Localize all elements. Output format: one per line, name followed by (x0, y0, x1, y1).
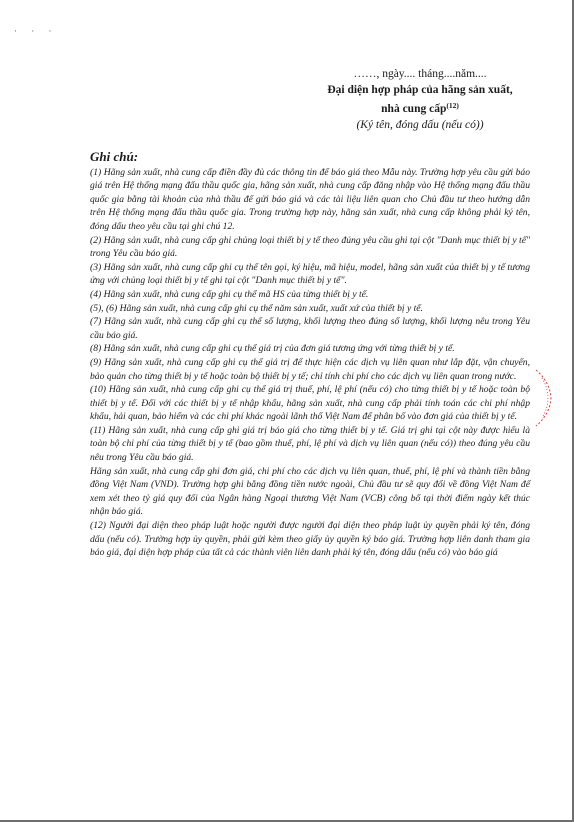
note-item: Hãng sản xuất, nhà cung cấp ghi đơn giá, chi phí cho các dịch vụ liên quan, thuế, phí, lệ phí và thành tiền bằng đồng Việt Nam (VND). Trường hợp ghi bằng đồng tiền nước ngoài, Chủ đầu tư sẽ quy đổi về đồng Việt Nam để xem xét theo tỷ giá quy đổi của Ngân hàng Ngoại thương Việt Nam (VCB) công bố tại thời điểm ngày kết thúc nhận báo giá. (90, 465, 530, 518)
note-item: (3) Hãng sản xuất, nhà cung cấp ghi cụ thể tên gọi, ký hiệu, mã hiệu, model, hãng sản xuất của thiết bị y tế tương ứng với chủng loại thiết bị y tế ghi tại cột "Danh mục thiết bị y tế". (90, 261, 530, 287)
note-item: (11) Hãng sản xuất, nhà cung cấp ghi giá trị báo giá cho từng thiết bị y tế. Giá trị ghi tại cột này được hiểu là toàn bộ chi phí của từng thiết bị y tế (bao gồm thuế, phí, lệ phí và dịch vụ liên quan (nếu có)) theo đúng yêu cầu nêu trong Yêu cầu báo giá. (90, 424, 530, 464)
note-item: (8) Hãng sản xuất, nhà cung cấp ghi cụ thể giá trị của đơn giá tương ứng với từng thiết bị y tế. (90, 343, 455, 355)
notes-section (90, 150, 530, 560)
note-item: (5), (6) Hãng sản xuất, nhà cung cấp ghi cụ thể năm sản xuất, xuất xứ của thiết bị y tế. (90, 302, 423, 314)
sign-note: (Ký tên, đóng dấu (nếu có)) (356, 119, 484, 131)
note-item: (1) Hãng sản xuất, nhà cung cấp điền đầy đủ các thông tin để báo giá theo Mẫu này. Trường hợp yêu cầu gửi báo giá trên Hệ thống mạng đấu thầu quốc gia, hãng sản xuất, nhà cung cấp đăng nhập vào Hệ thống mạng đấu thầu quốc gia bằng tài khoản của nhà thầu để gửi báo giá và các tài liệu liên quan cho Chủ đầu tư theo hướng dẫn trên Hệ thống mạng đấu thầu quốc gia. Trong trường hợp này, hãng sản xuất, nhà cung cấp không phải ký tên, đóng dấu theo yêu cầu tại ghi chú 12. (90, 166, 530, 232)
date-line: ……, ngày.... tháng....năm.... (353, 68, 487, 80)
note-item: (12) Người đại diện theo pháp luật hoặc người được người đại diện theo pháp luật ủy quyền phải ký tên, đóng dấu (nếu có). Trường hợp ủy quyền, phải gửi kèm theo giấy ủy quyền ký báo giá. Trường hợp liên danh tham gia báo giá, đại diện hợp pháp của tất cả các thành viên liên danh phải ký tên, đóng dấu (nếu có) vào báo giá (90, 520, 530, 559)
stamp-fragment (532, 368, 554, 428)
note-item: (2) Hãng sản xuất, nhà cung cấp ghi chủng loại thiết bị y tế theo đúng yêu cầu ghi tại cột "Danh mục thiết bị y tế" trong Yêu cầu báo giá. (90, 234, 530, 260)
representative-line-1: Đại diện hợp pháp của hãng sản xuất, (327, 84, 513, 96)
signature-block (300, 66, 540, 133)
notes-heading: Ghi chú: (90, 149, 139, 164)
scan-artifact: · · · (14, 26, 58, 36)
representative-line-2-text: nhà cung cấp (381, 103, 447, 115)
footnote-ref-12: (12) (446, 101, 459, 110)
note-item: (9) Hãng sản xuất, nhà cung cấp ghi cụ thể giá trị để thực hiện các dịch vụ liên quan như lắp đặt, vận chuyển, bảo quản cho từng thiết bị y tế hoặc toàn bộ thiết bị y tế; chỉ tính chi phí cho các dịch vụ liên quan trong nước. (90, 356, 530, 382)
note-item: (7) Hãng sản xuất, nhà cung cấp ghi cụ thể số lượng, khối lượng theo đúng số lượng, khối lượng nêu trong Yêu cầu báo giá. (90, 316, 530, 341)
representative-line-2 (300, 98, 540, 117)
note-item: (10) Hãng sản xuất, nhà cung cấp ghi cụ thể giá trị thuế, phí, lệ phí (nếu có) cho từng thiết bị y tế hoặc toàn bộ thiết bị y tế. Đối với các thiết bị y tế nhập khẩu, hãng sản xuất, nhà cung cấp phải tính toán các chi phí nhập khẩu, hải quan, bảo hiểm và các chi phí khác ngoài lãnh thổ Việt Nam để phân bổ vào đơn giá của thiết bị y tế. (90, 384, 530, 423)
note-item: (4) Hãng sản xuất, nhà cung cấp ghi cụ thể mã HS của từng thiết bị y tế. (90, 288, 369, 300)
